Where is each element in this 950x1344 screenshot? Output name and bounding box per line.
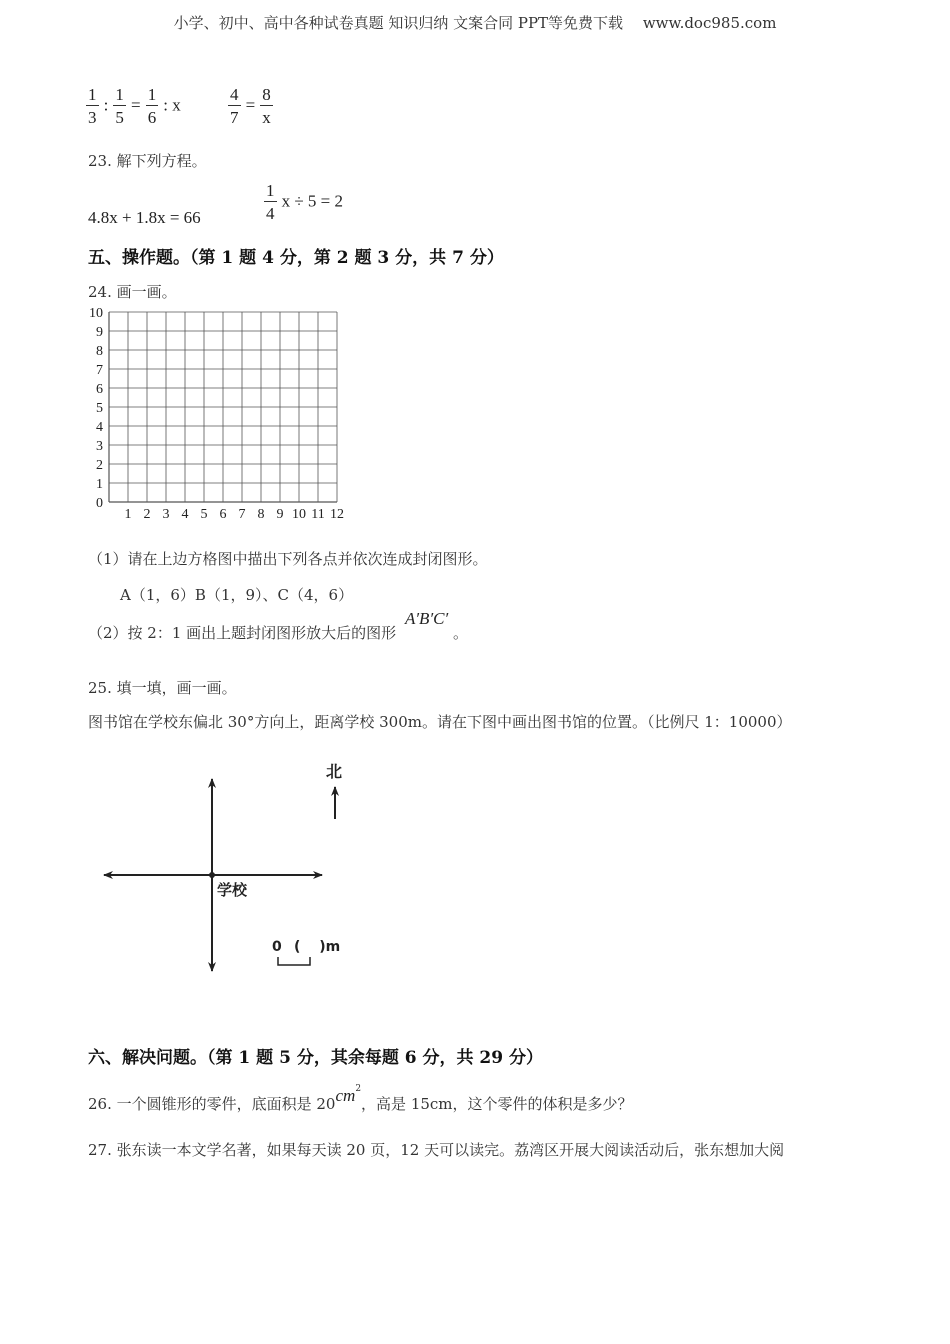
grid-x-label: 7 xyxy=(238,507,246,522)
q26-sup: 2 xyxy=(355,1084,362,1094)
grid-y-label: 2 xyxy=(96,458,103,473)
grid-y-label: 1 xyxy=(96,477,103,492)
part2-suffix: 。 xyxy=(453,624,469,642)
equation-1: 4.8x + 1.8x = 66 xyxy=(88,208,201,227)
ratio-problem-1: $\frac{1}{3}$ : $\frac{1}{5}$ = $\frac{1}{6}$ : x xyxy=(88,85,181,127)
section-5-title: 五、操作题。（第 1 题 4 分，第 2 题 3 分，共 7 分） xyxy=(88,248,504,268)
page-header: 小学、初中、高中各种试卷真题 知识归纳 文案合同 PPT等免费下载 www.doc985.com xyxy=(173,14,777,32)
q26-unit: cm xyxy=(335,1086,356,1105)
grid-y-label: 6 xyxy=(96,382,103,397)
grid-x-label: 2 xyxy=(143,507,151,522)
question-25-title: 25. 填一填，画一画。 xyxy=(88,679,237,697)
coordinate-grid[interactable] xyxy=(84,305,364,527)
grid-x-label: 11 xyxy=(311,507,325,522)
north-label: 北 xyxy=(326,762,343,781)
compass-diagram[interactable] xyxy=(96,755,366,980)
grid-y-labels xyxy=(89,306,103,511)
scale-blank: ( )m xyxy=(294,939,341,955)
grid-y-label: 9 xyxy=(96,325,103,340)
grid-x-label: 8 xyxy=(257,507,265,522)
question-24-title: 24. 画一画。 xyxy=(88,283,177,301)
fraction: $\frac{1}{6}$ xyxy=(147,85,157,127)
question-23-title: 23. 解下列方程。 xyxy=(88,152,207,170)
grid-x-label: 12 xyxy=(330,507,344,522)
fraction: $\frac{1}{3}$ xyxy=(88,85,97,127)
ratio-problem-2: $\frac{4}{7}$ = $\frac{8}{x}$ xyxy=(230,85,271,127)
grid-y-label: 3 xyxy=(96,439,103,454)
grid-x-label: 10 xyxy=(292,507,306,522)
school-label: 学校 xyxy=(217,881,248,899)
grid-x-label: 6 xyxy=(219,507,227,522)
grid-x-label: 1 xyxy=(124,507,132,522)
grid-y-label: 0 xyxy=(96,496,103,511)
q26-prefix: 26. 一个圆锥形的零件，底面积是 20 xyxy=(88,1095,336,1113)
grid-x-labels xyxy=(125,507,345,522)
grid-x-label: 5 xyxy=(200,507,208,522)
grid-x-label: 4 xyxy=(181,507,189,522)
grid-lines xyxy=(109,312,337,502)
part2-math: A′B′C′ xyxy=(404,609,449,628)
question-24-part1: （1）请在上边方格图中描出下列各点并依次连成封闭图形。 xyxy=(88,550,488,568)
grid-y-label: 4 xyxy=(96,420,103,435)
fraction: $\frac{4}{7}$ xyxy=(230,85,239,127)
fraction: $\frac{1}{4}$ xyxy=(266,181,275,223)
scale-zero: 0 xyxy=(272,939,282,955)
section-6-title: 六、解决问题。（第 1 题 5 分，其余每题 6 分，共 29 分） xyxy=(88,1048,543,1068)
question-24-points: A（1，6）B（1，9）、C（4，6） xyxy=(120,586,354,604)
q26-suffix: ，高是 15cm，这个零件的体积是多少？ xyxy=(361,1095,633,1113)
question-27: 27. 张东读一本文学名著，如果每天读 20 页，12 天可以读完。荔湾区开展大阅读活动后，张东想加大阅 xyxy=(88,1141,785,1159)
part2-text: （2）按 2：1 画出上题封闭图形放大后的图形 xyxy=(88,624,397,642)
question-25-desc: 图书馆在学校东偏北 30°方向上，距离学校 300m。请在下图中画出图书馆的位置。（比例尺 1：10000） xyxy=(88,713,792,731)
fraction: $\frac{1}{5}$ xyxy=(115,85,124,127)
question-24-part2 xyxy=(88,609,469,643)
grid-x-label: 3 xyxy=(162,507,170,522)
fraction: $\frac{8}{x}$ xyxy=(262,85,271,127)
scale-bar xyxy=(278,957,310,965)
grid-y-label: 10 xyxy=(89,306,103,321)
school-point xyxy=(209,872,215,878)
grid-x-label: 9 xyxy=(276,507,284,522)
grid-y-label: 7 xyxy=(96,363,103,378)
grid-y-label: 5 xyxy=(96,401,103,416)
equation-2: $\frac{1}{4}$ x ÷ 5 = 2 xyxy=(266,181,344,223)
grid-y-label: 8 xyxy=(96,344,103,359)
question-26 xyxy=(88,1084,633,1114)
